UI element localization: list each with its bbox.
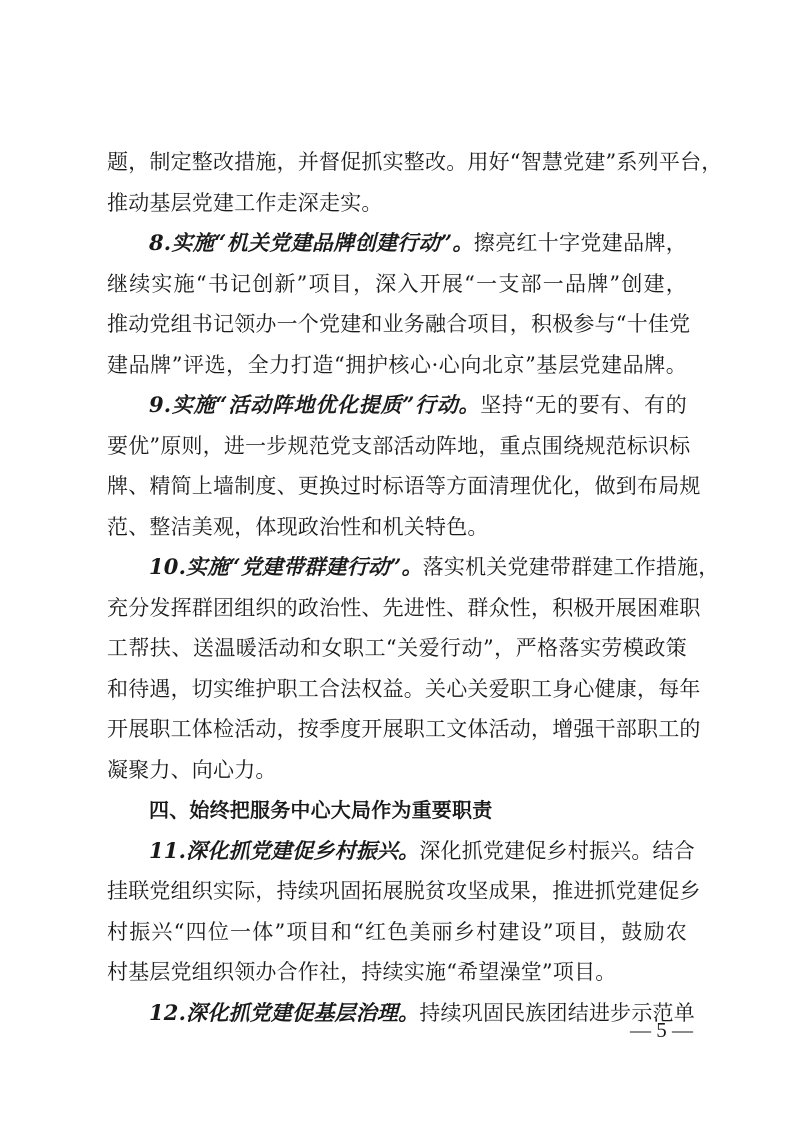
text-line: 凝聚力、向心力。 xyxy=(107,757,277,782)
text-line: 挂联党组织实际，持续巩固拓展脱贫攻坚成果，推进抓党建促乡 xyxy=(107,879,701,903)
item-lead: 12.深化抓党建促基层治理。 xyxy=(149,999,420,1025)
paragraph-first-line xyxy=(107,547,720,588)
text-span: 深化抓党建促乡村振兴。结合 xyxy=(419,838,695,863)
text-line: 村振兴“四位一体”项目和“红色美丽乡村建设”项目，鼓励农 xyxy=(107,919,687,944)
text-line: 范、整洁美观，体现政治性和机关特色。 xyxy=(107,514,489,539)
item-lead: 8.实施“机关党建品牌创建行动”。 xyxy=(149,230,474,255)
text-line: 建品牌”评选，全力打造“拥护核心·心向北京”基层党建品牌。 xyxy=(107,352,687,377)
item-lead: 9.实施“活动阵地优化提质”行动。 xyxy=(149,392,481,417)
text-line: 充分发挥群团组织的政治性、先进性、群众性，积极开展困难职 xyxy=(107,595,701,620)
text-span: 坚持“无的要有、有的 xyxy=(480,393,687,417)
paragraph-first-line xyxy=(107,831,695,872)
text-span: 落实机关党建带群建工作措施， xyxy=(422,555,720,579)
text-line: 和待遇，切实维护职工合法权益。关心关爱职工身心健康，每年 xyxy=(107,676,701,701)
page-number: — 5 — xyxy=(630,1018,693,1042)
item-lead: 11.深化抓党建促乡村振兴。 xyxy=(149,837,420,863)
text-line: 继续实施“书记创新”项目，深入开展“一支部一品牌”创建， xyxy=(107,271,687,296)
text-span: 持续巩固民族团结进步示范单 xyxy=(419,1000,695,1025)
text-line: 推动党组书记领办一个党建和业务融合项目，积极参与“十佳党 xyxy=(107,312,691,336)
document-body xyxy=(107,142,723,1033)
text-line: 推动基层党建工作走深走实。 xyxy=(107,190,383,215)
text-line: 牌、精简上墙制度、更换过时标语等方面清理优化，做到布局规 xyxy=(107,474,701,498)
paragraph-first-line xyxy=(107,385,687,426)
item-lead: 10.实施“党建带群建行动”。 xyxy=(149,554,423,579)
text-line: 开展职工体检活动，按季度开展职工文体活动，增强干部职工的 xyxy=(107,717,701,741)
text-line: 村基层党组织领办合作社，持续实施“希望澡堂”项目。 xyxy=(107,960,617,984)
text-line: 工帮扶、送温暖活动和女职工“关爱行动”，严格落实劳模政策 xyxy=(107,636,687,660)
paragraph-first-line xyxy=(107,223,687,264)
section-heading: 四、始终把服务中心大局作为重要职责 xyxy=(149,798,493,822)
text-line: 要优”原则，进一步规范党支部活动阵地，重点围绕规范标识标 xyxy=(107,433,691,458)
paragraph-first-line xyxy=(107,993,695,1034)
text-span: 擦亮红十字党建品牌， xyxy=(473,231,687,255)
text-line: 题，制定整改措施，并督促抓实整改。用好“智慧党建”系列平台， xyxy=(107,150,723,174)
